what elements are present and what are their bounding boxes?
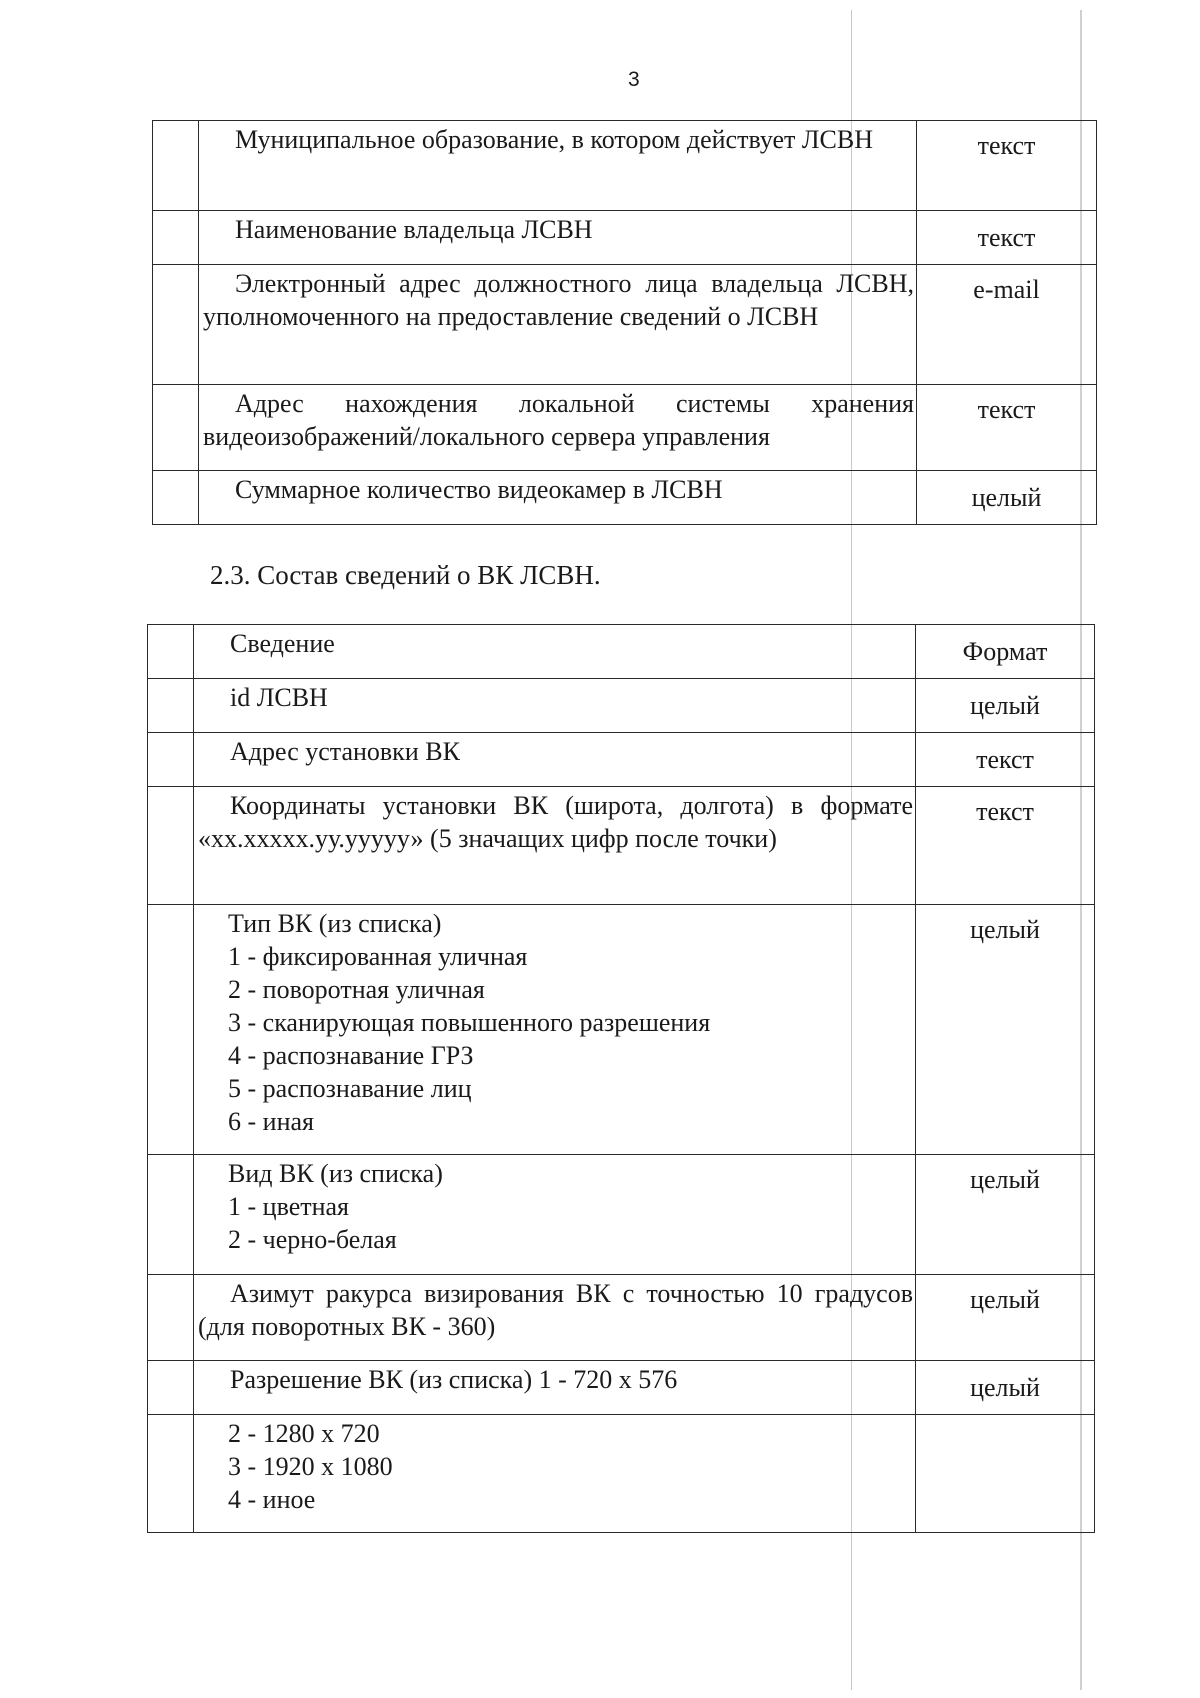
description-cell: Электронный адрес должностного лица владельца ЛСВН, уполномоченного на предоставление сведений о ЛСВН: [199, 265, 917, 385]
format-cell: [916, 1415, 1095, 1533]
description-cell: Адрес нахождения локальной системы хранения видеоизображений/локального сервера управления: [199, 385, 917, 471]
description-cell: [194, 905, 916, 1155]
table-row: [153, 385, 1097, 471]
header-format-cell: Формат: [916, 625, 1095, 679]
table-row: [148, 905, 1095, 1155]
table-row: [153, 211, 1097, 265]
list-item: 3 - сканирующая повышенного разрешения: [228, 1008, 711, 1037]
list-title: Вид ВК (из списка): [228, 1159, 443, 1188]
list-item: 2 - 1280 х 720: [228, 1419, 380, 1448]
format-cell: текст: [917, 385, 1097, 471]
table-row: [148, 1275, 1095, 1361]
description-cell: Муниципальное образование, в котором действует ЛСВН: [199, 121, 917, 211]
lsvn-info-table: [152, 120, 1097, 525]
row-number-cell: [148, 1275, 194, 1361]
table-row: [148, 1155, 1095, 1275]
table-row: [148, 679, 1095, 733]
format-cell: целый: [916, 1361, 1095, 1415]
list-item: 4 - распознавание ГРЗ: [228, 1041, 474, 1070]
row-number-cell: [148, 625, 194, 679]
description-cell: Суммарное количество видеокамер в ЛСВН: [199, 471, 917, 525]
format-cell: текст: [916, 733, 1095, 787]
description-cell: Координаты установки ВК (широта, долгота) в формате «хх.ххххх.уу.ууууу» (5 значащих цифр после точки): [194, 787, 916, 905]
format-cell: целый: [916, 1275, 1095, 1361]
format-cell: e-mail: [917, 265, 1097, 385]
description-cell: Азимут ракурса визирования ВК с точностью 10 градусов (для поворотных ВК - 360): [194, 1275, 916, 1361]
list-item: 1 - фиксированная уличная: [228, 942, 528, 971]
format-cell: целый: [916, 1155, 1095, 1275]
row-number-cell: [153, 385, 199, 471]
row-number-cell: [148, 905, 194, 1155]
header-description-cell: Сведение: [194, 625, 916, 679]
section-heading: 2.3. Состав сведений о ВК ЛСВН.: [210, 560, 601, 590]
row-number-cell: [153, 121, 199, 211]
description-cell: Разрешение ВК (из списка) 1 - 720 х 576: [194, 1361, 916, 1415]
camera-info-table: [147, 624, 1095, 1533]
table-row: [148, 1361, 1095, 1415]
format-cell: целый: [917, 471, 1097, 525]
table-row: [153, 265, 1097, 385]
row-number-cell: [153, 471, 199, 525]
list-item: 4 - иное: [228, 1485, 316, 1514]
table-row: [148, 733, 1095, 787]
table-row: [153, 471, 1097, 525]
description-cell: Адрес установки ВК: [194, 733, 916, 787]
description-cell: [194, 1155, 916, 1275]
table-header-row: [148, 625, 1095, 679]
description-cell: Наименование владельца ЛСВН: [199, 211, 917, 265]
row-number-cell: [153, 211, 199, 265]
format-cell: текст: [917, 211, 1097, 265]
row-number-cell: [148, 733, 194, 787]
list-title: Тип ВК (из списка): [228, 909, 442, 938]
list-item: 2 - поворотная уличная: [228, 975, 485, 1004]
row-number-cell: [148, 679, 194, 733]
row-number-cell: [148, 1361, 194, 1415]
row-number-cell: [153, 265, 199, 385]
description-cell: [194, 1415, 916, 1533]
row-number-cell: [148, 1415, 194, 1533]
list-item: 6 - иная: [228, 1107, 314, 1136]
row-number-cell: [148, 787, 194, 905]
list-item: 2 - черно-белая: [228, 1225, 397, 1254]
page-number: 3: [628, 68, 640, 91]
list-item: 1 - цветная: [228, 1192, 350, 1221]
format-cell: целый: [916, 679, 1095, 733]
list-item: 3 - 1920 х 1080: [228, 1452, 393, 1481]
format-cell: текст: [917, 121, 1097, 211]
format-cell: целый: [916, 905, 1095, 1155]
table-row: [148, 787, 1095, 905]
description-cell: id ЛСВН: [194, 679, 916, 733]
table-row: [148, 1415, 1095, 1533]
list-item: 5 - распознавание лиц: [228, 1074, 472, 1103]
row-number-cell: [148, 1155, 194, 1275]
format-cell: текст: [916, 787, 1095, 905]
table-row: [153, 121, 1097, 211]
